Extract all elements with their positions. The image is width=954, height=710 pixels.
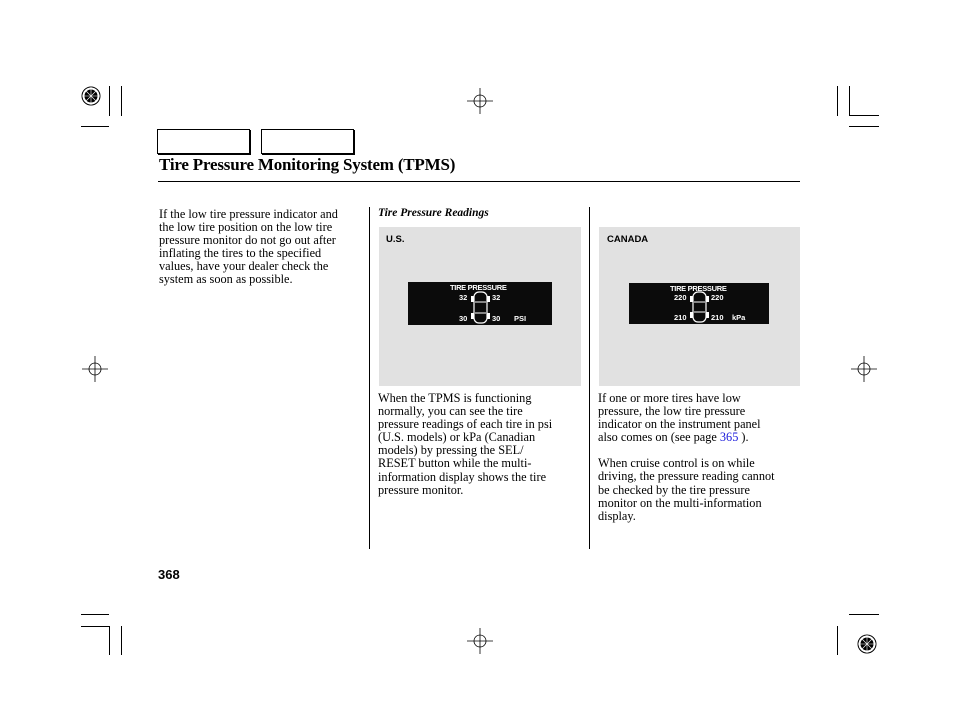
canada-label: CANADA (607, 234, 649, 245)
paragraph: When the TPMS is functioning normally, you can see the tire pressure readings of each tire in psi (U.S. models) or kPa (Canadian models) by pressing the SEL/ RESET button while the multi- information display shows the tire pressure monitor. (378, 391, 553, 497)
right-column-text (598, 392, 803, 523)
page-number: 368 (158, 567, 180, 582)
text-run: ). (738, 430, 749, 445)
display-header: TIRE PRESSURE (450, 283, 507, 292)
crosshair-icon (467, 628, 493, 654)
rear-right-value: 30 (492, 314, 501, 323)
rear-right-value: 210 (711, 313, 724, 322)
paragraph: When cruise control is on while driving, the pressure reading cannot be checked by the tire pressure monitor on the multi-information display. (598, 456, 775, 523)
front-left-value: 220 (674, 293, 687, 302)
display-header: TIRE PRESSURE (670, 284, 727, 293)
us-figure-panel (379, 227, 581, 386)
middle-column-text (378, 392, 584, 497)
column-divider (369, 207, 370, 549)
registration-target-icon (857, 634, 877, 654)
canada-figure-panel (599, 227, 800, 386)
us-label: U.S. (386, 234, 405, 245)
crosshair-icon (851, 356, 877, 382)
crosshair-icon (467, 88, 493, 114)
page-link[interactable]: 365 (719, 430, 739, 445)
text-run: If one or more tires have low pressure, the low tire pressure indicator on the instrument panel also comes on (see page (598, 391, 761, 445)
paragraph: If the low tire pressure indicator and the low tire position on the low tire pressure monitor do not go out after inflating the tires to the specified values, have your dealer check the system as soon as possible. (159, 207, 338, 287)
figure-title: Tire Pressure Readings (378, 207, 489, 219)
title-rule (158, 181, 800, 182)
rear-left-value: 30 (459, 314, 468, 323)
column-divider (589, 207, 590, 549)
canada-tire-pressure-display (629, 283, 769, 324)
front-right-value: 220 (711, 293, 724, 302)
us-tire-pressure-display (408, 282, 552, 325)
front-right-value: 32 (492, 293, 501, 302)
car-top-view-icon (690, 291, 709, 323)
nav-tab-box[interactable] (261, 129, 354, 154)
left-column-text (159, 208, 364, 287)
unit-label: kPa (732, 313, 746, 322)
car-top-view-icon (471, 291, 490, 324)
registration-target-icon (81, 86, 101, 106)
unit-label: PSI (514, 314, 527, 323)
paragraph (598, 392, 803, 444)
nav-tab-box[interactable] (157, 129, 250, 154)
rear-left-value: 210 (674, 313, 687, 322)
front-left-value: 32 (459, 293, 468, 302)
crosshair-icon (82, 356, 108, 382)
page-title: Tire Pressure Monitoring System (TPMS) (159, 155, 456, 174)
